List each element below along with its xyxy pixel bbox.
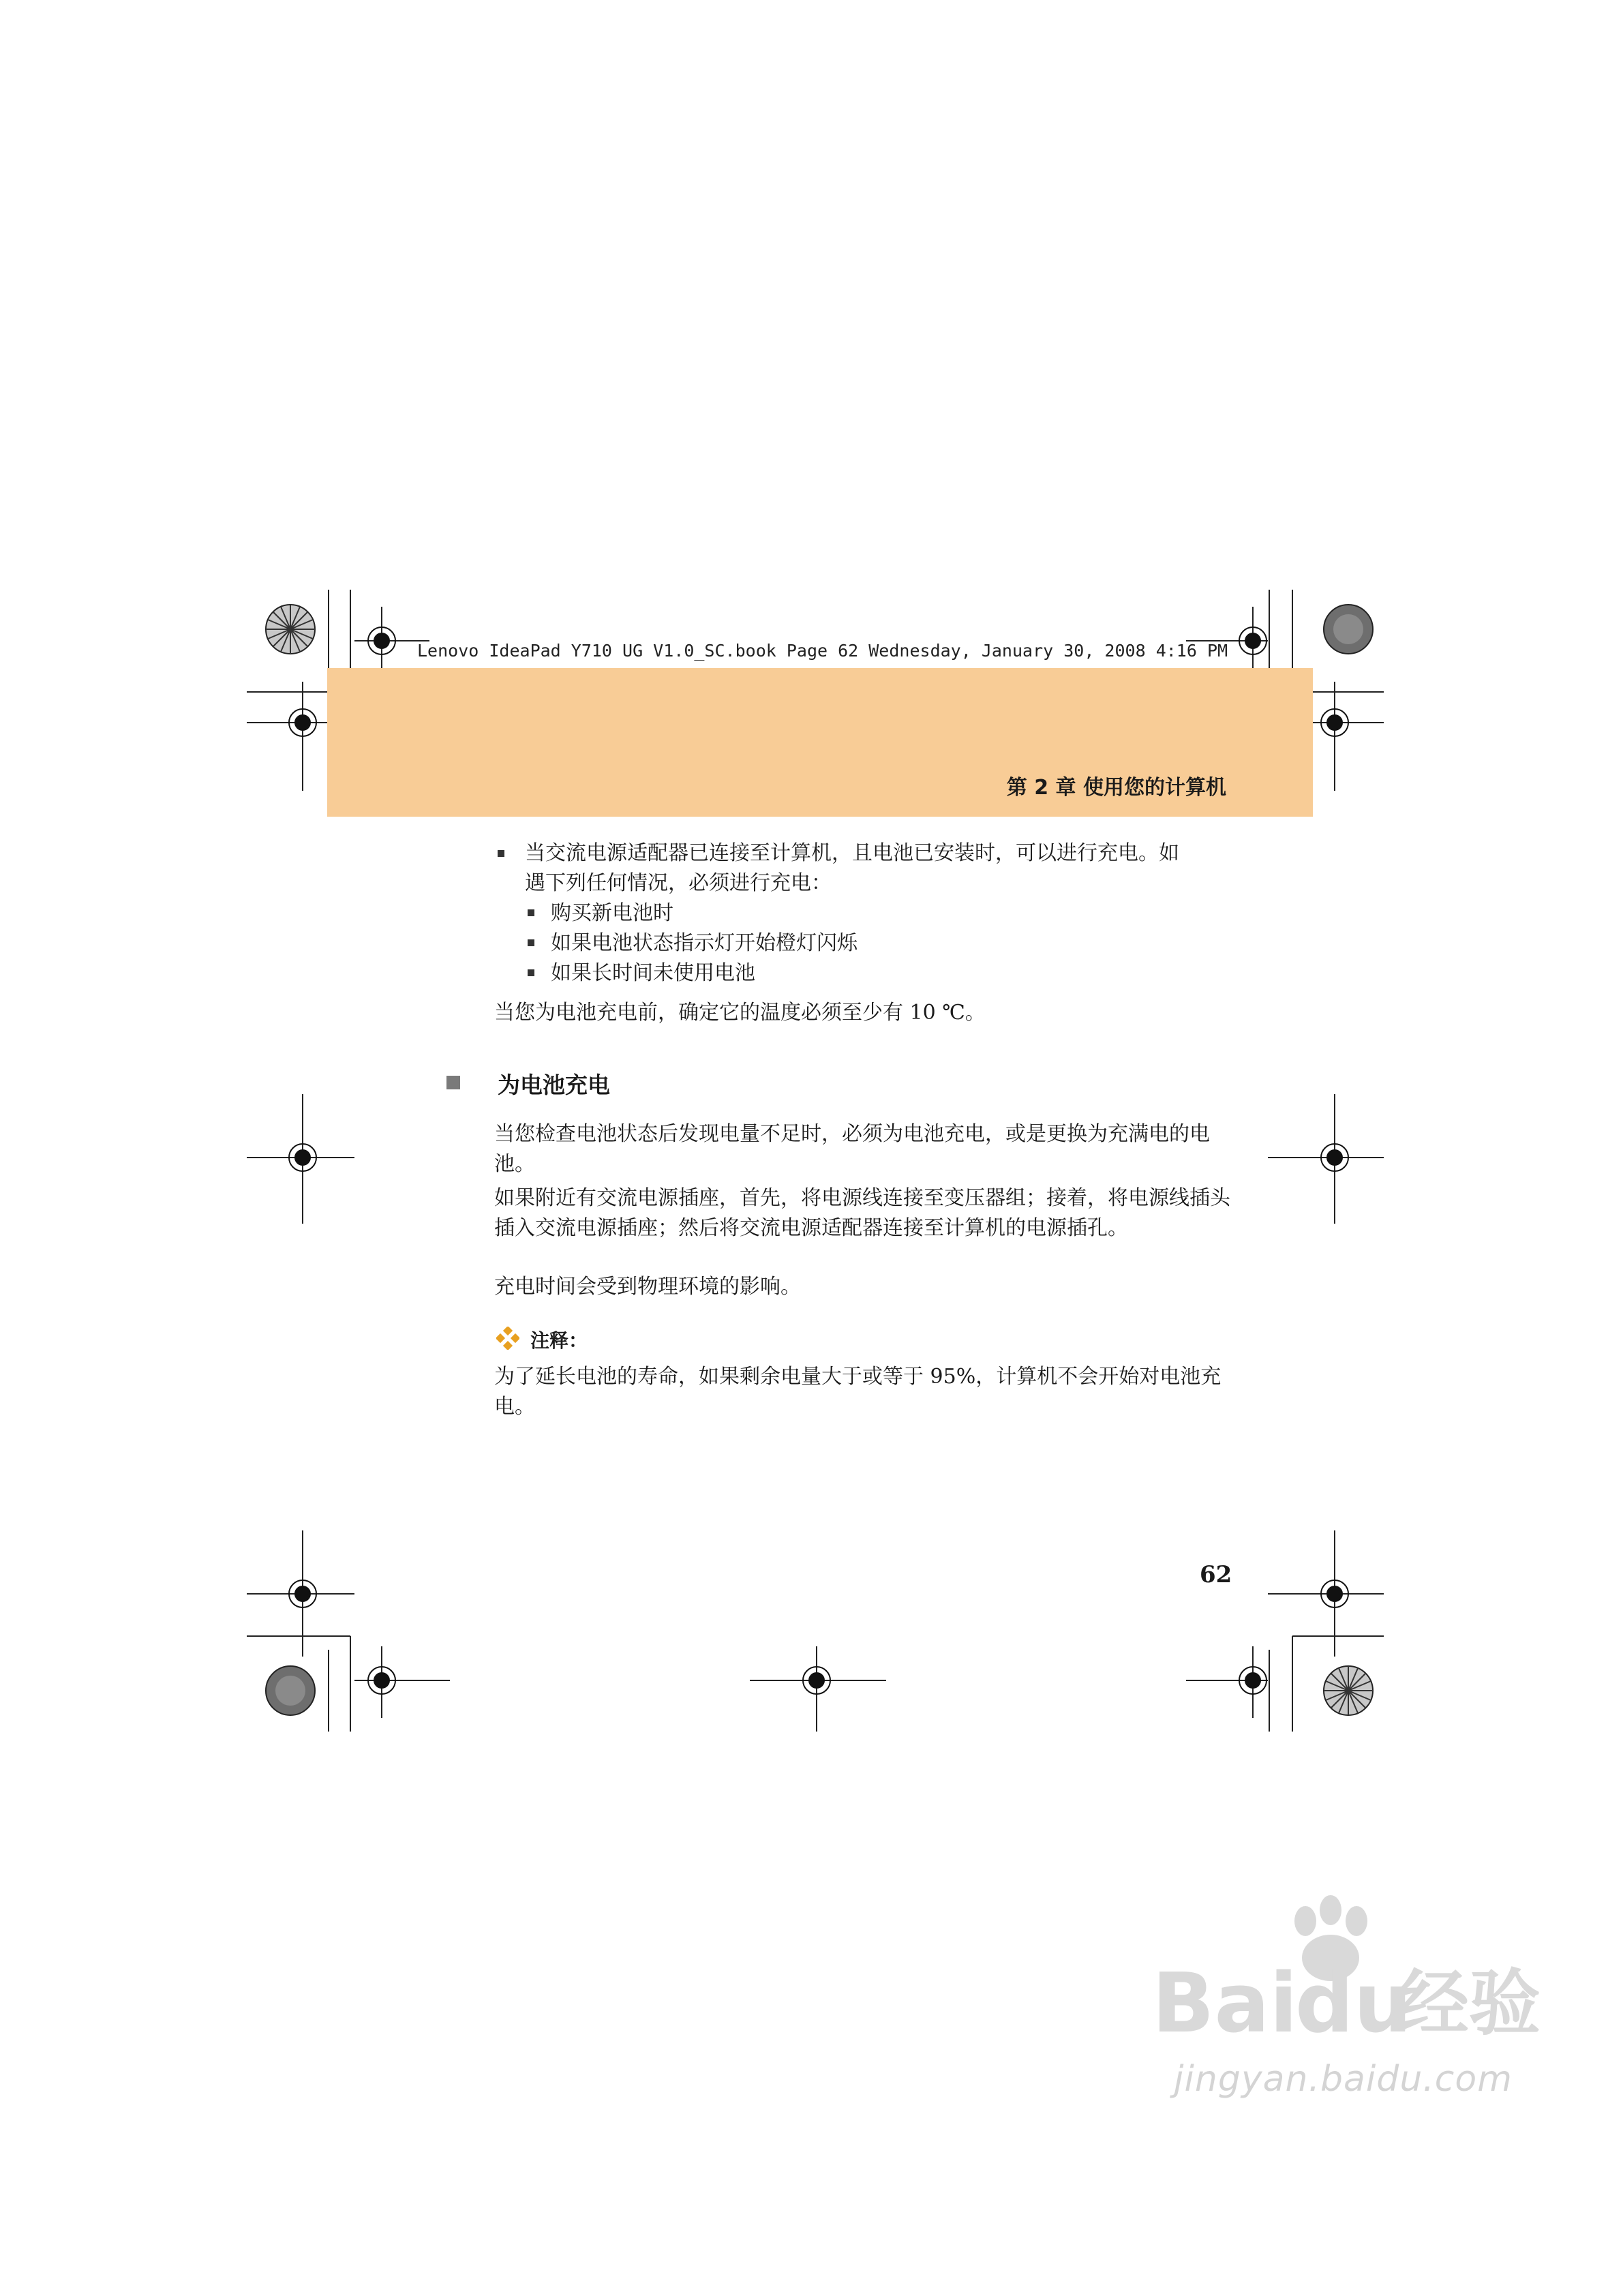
temperature-note: 当您为电池充电前，确定它的温度必须至少有 10 ℃。 [494, 1001, 986, 1025]
body-paragraph: 如果附近有交流电源插座，首先，将电源线连接至变压器组；接着，将电源线插头插入交流电源插座；然后将交流电源适配器连接至计算机的电源插孔。 [494, 1186, 1230, 1240]
bullet-text-line-2: 遇下列任何情况，必须进行充电： [525, 871, 832, 895]
note-label: 注释： [530, 1329, 588, 1352]
sub-bullet-item: 如果长时间未使用电池 [551, 961, 755, 985]
chapter-title: 第 2 章 使用您的计算机 [1006, 776, 1226, 800]
sub-bullet-marker [528, 969, 534, 976]
sub-bullet-item: 购买新电池时 [551, 901, 673, 925]
watermark-brand-cn: 经验 [1397, 1962, 1541, 2045]
sub-bullet-marker [528, 939, 534, 946]
body-paragraph: 充电时间会受到物理环境的影响。 [494, 1275, 801, 1299]
note-text: 为了延长电池的寿命，如果剩余电量大于或等于 95%，计算机不会开始对电池充电。 [494, 1365, 1222, 1419]
running-header: Lenovo IdeaPad Y710 UG V1.0_SC.book Page 62 Wednesday, January 30, 2008 4:16 PM [417, 641, 1228, 661]
watermark-brand-latin: Bai [1152, 1957, 1298, 2051]
bullet-text-line-1: 当交流电源适配器已连接至计算机，且电池已安装时，可以进行充电。如 [525, 841, 1179, 865]
page-number: 62 [1200, 1561, 1232, 1588]
sub-bullet-marker [528, 909, 534, 916]
section-title: 为电池充电 [498, 1072, 610, 1098]
watermark-brand-latin-2: du [1295, 1957, 1412, 2051]
section-marker [446, 1076, 460, 1089]
body-paragraph: 当您检查电池状态后发现电量不足时，必须为电池充电，或是更换为充满电的电池。 [494, 1122, 1210, 1176]
note-diamond-icon [496, 1327, 519, 1350]
sub-bullet-item: 如果电池状态指示灯开始橙灯闪烁 [551, 931, 858, 955]
watermark-url: jingyan.baidu.com [1174, 2059, 1513, 2100]
bullet-marker [498, 850, 504, 857]
baidu-jingyan-watermark-logo [1152, 1895, 1561, 2052]
